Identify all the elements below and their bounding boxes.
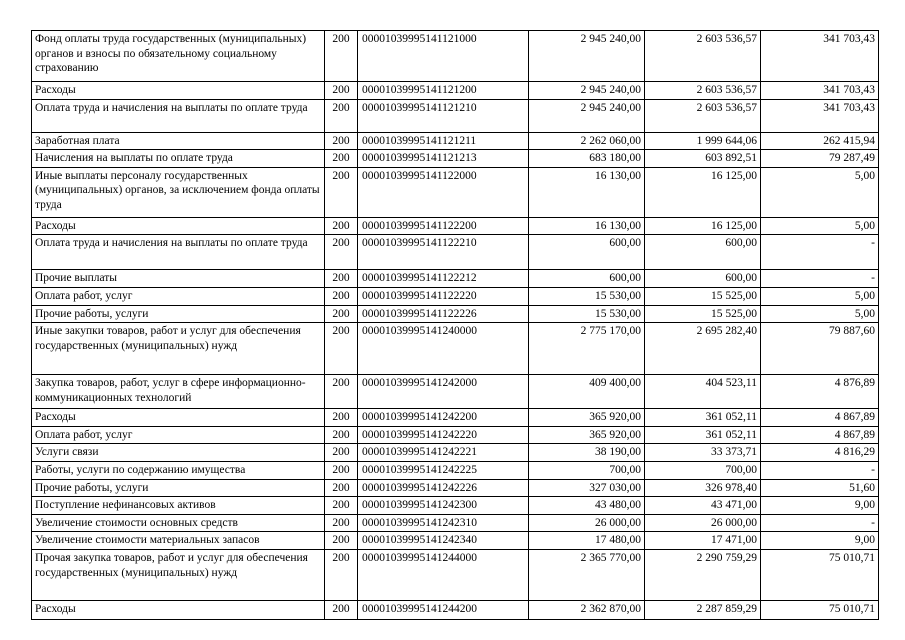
row-approved-cell: 683 180,00 <box>529 150 645 168</box>
row-kbk-cell: 00001039995141121213 <box>358 150 529 168</box>
row-executed-cell: 326 978,40 <box>645 479 761 497</box>
row-remaining-cell: 79 287,49 <box>761 150 879 168</box>
row-kbk-cell: 00001039995141242310 <box>358 514 529 532</box>
table-row <box>32 305 879 323</box>
row-approved-cell: 15 530,00 <box>529 287 645 305</box>
table-row <box>32 409 879 427</box>
row-executed-cell: 26 000,00 <box>645 514 761 532</box>
row-kbk-cell: 00001039995141244000 <box>358 549 529 600</box>
row-kbk-cell: 00001039995141242340 <box>358 532 529 550</box>
table-row <box>32 217 879 235</box>
row-kbk-cell: 00001039995141242225 <box>358 461 529 479</box>
row-code-cell: 200 <box>325 549 358 600</box>
row-approved-cell: 17 480,00 <box>529 532 645 550</box>
table-row <box>32 31 879 82</box>
row-remaining-cell: 51,60 <box>761 479 879 497</box>
row-name-cell: Закупка товаров, работ, услуг в сфере информационно-коммуникационных технологий <box>32 375 325 409</box>
row-name-cell: Прочие работы, услуги <box>32 305 325 323</box>
row-approved-cell: 2 262 060,00 <box>529 132 645 150</box>
row-remaining-cell: - <box>761 235 879 270</box>
row-remaining-cell: 5,00 <box>761 305 879 323</box>
row-remaining-cell: 5,00 <box>761 287 879 305</box>
table-row <box>32 600 879 619</box>
row-executed-cell: 2 603 536,57 <box>645 99 761 132</box>
table-row <box>32 532 879 550</box>
table-row <box>32 235 879 270</box>
row-executed-cell: 15 525,00 <box>645 287 761 305</box>
row-remaining-cell: 262 415,94 <box>761 132 879 150</box>
row-executed-cell: 603 892,51 <box>645 150 761 168</box>
row-name-cell: Иные выплаты персоналу государственных (муниципальных) органов, за исключением фонда оплаты труда <box>32 167 325 217</box>
row-name-cell: Расходы <box>32 217 325 235</box>
row-remaining-cell: 9,00 <box>761 497 879 515</box>
row-code-cell: 200 <box>325 31 358 82</box>
row-executed-cell: 1 999 644,06 <box>645 132 761 150</box>
row-approved-cell: 2 362 870,00 <box>529 600 645 619</box>
row-approved-cell: 600,00 <box>529 270 645 288</box>
row-code-cell: 200 <box>325 132 358 150</box>
row-executed-cell: 2 287 859,29 <box>645 600 761 619</box>
row-remaining-cell: 5,00 <box>761 217 879 235</box>
row-kbk-cell: 00001039995141121000 <box>358 31 529 82</box>
row-approved-cell: 365 920,00 <box>529 426 645 444</box>
table-row <box>32 479 879 497</box>
table-row <box>32 82 879 100</box>
row-name-cell: Увеличение стоимости материальных запасов <box>32 532 325 550</box>
row-remaining-cell: 5,00 <box>761 167 879 217</box>
row-approved-cell: 600,00 <box>529 235 645 270</box>
row-code-cell: 200 <box>325 479 358 497</box>
row-kbk-cell: 00001039995141242200 <box>358 409 529 427</box>
table-row <box>32 323 879 375</box>
row-kbk-cell: 00001039995141242000 <box>358 375 529 409</box>
row-code-cell: 200 <box>325 409 358 427</box>
table-row <box>32 514 879 532</box>
row-kbk-cell: 00001039995141122220 <box>358 287 529 305</box>
row-kbk-cell: 00001039995141122000 <box>358 167 529 217</box>
row-code-cell: 200 <box>325 497 358 515</box>
table-row <box>32 287 879 305</box>
row-code-cell: 200 <box>325 305 358 323</box>
row-approved-cell: 327 030,00 <box>529 479 645 497</box>
row-remaining-cell: 341 703,43 <box>761 31 879 82</box>
table-row <box>32 444 879 462</box>
row-code-cell: 200 <box>325 461 358 479</box>
table-row <box>32 497 879 515</box>
row-remaining-cell: 4 867,89 <box>761 426 879 444</box>
row-executed-cell: 2 603 536,57 <box>645 31 761 82</box>
row-approved-cell: 2 775 170,00 <box>529 323 645 375</box>
table-body <box>32 31 879 620</box>
row-remaining-cell: 79 887,60 <box>761 323 879 375</box>
table-row <box>32 549 879 600</box>
table-row <box>32 461 879 479</box>
row-kbk-cell: 00001039995141242220 <box>358 426 529 444</box>
row-kbk-cell: 00001039995141121211 <box>358 132 529 150</box>
row-name-cell: Оплата работ, услуг <box>32 426 325 444</box>
row-approved-cell: 409 400,00 <box>529 375 645 409</box>
row-name-cell: Фонд оплаты труда государственных (муниципальных) органов и взносы по обязательному социальному страхованию <box>32 31 325 82</box>
row-executed-cell: 361 052,11 <box>645 426 761 444</box>
row-executed-cell: 15 525,00 <box>645 305 761 323</box>
row-executed-cell: 600,00 <box>645 270 761 288</box>
row-executed-cell: 17 471,00 <box>645 532 761 550</box>
row-remaining-cell: 4 816,29 <box>761 444 879 462</box>
row-approved-cell: 16 130,00 <box>529 167 645 217</box>
row-code-cell: 200 <box>325 82 358 100</box>
row-code-cell: 200 <box>325 99 358 132</box>
row-name-cell: Оплата работ, услуг <box>32 287 325 305</box>
row-name-cell: Иные закупки товаров, работ и услуг для обеспечения государственных (муниципальных) нужд <box>32 323 325 375</box>
row-kbk-cell: 00001039995141240000 <box>358 323 529 375</box>
row-executed-cell: 600,00 <box>645 235 761 270</box>
row-approved-cell: 38 190,00 <box>529 444 645 462</box>
row-executed-cell: 404 523,11 <box>645 375 761 409</box>
table-row <box>32 132 879 150</box>
row-remaining-cell: 341 703,43 <box>761 99 879 132</box>
row-executed-cell: 2 695 282,40 <box>645 323 761 375</box>
row-executed-cell: 43 471,00 <box>645 497 761 515</box>
row-kbk-cell: 00001039995141122212 <box>358 270 529 288</box>
budget-execution-table <box>31 30 879 620</box>
row-remaining-cell: - <box>761 270 879 288</box>
row-executed-cell: 361 052,11 <box>645 409 761 427</box>
row-kbk-cell: 00001039995141242226 <box>358 479 529 497</box>
row-executed-cell: 33 373,71 <box>645 444 761 462</box>
row-code-cell: 200 <box>325 323 358 375</box>
row-name-cell: Увеличение стоимости основных средств <box>32 514 325 532</box>
row-approved-cell: 365 920,00 <box>529 409 645 427</box>
row-executed-cell: 16 125,00 <box>645 217 761 235</box>
row-remaining-cell: - <box>761 514 879 532</box>
row-kbk-cell: 00001039995141122210 <box>358 235 529 270</box>
row-code-cell: 200 <box>325 270 358 288</box>
row-code-cell: 200 <box>325 375 358 409</box>
row-remaining-cell: 4 867,89 <box>761 409 879 427</box>
row-code-cell: 200 <box>325 167 358 217</box>
row-approved-cell: 2 945 240,00 <box>529 99 645 132</box>
row-kbk-cell: 00001039995141242300 <box>358 497 529 515</box>
row-name-cell: Расходы <box>32 600 325 619</box>
row-code-cell: 200 <box>325 600 358 619</box>
row-name-cell: Прочие выплаты <box>32 270 325 288</box>
row-name-cell: Работы, услуги по содержанию имущества <box>32 461 325 479</box>
row-remaining-cell: 75 010,71 <box>761 549 879 600</box>
row-code-cell: 200 <box>325 514 358 532</box>
row-code-cell: 200 <box>325 532 358 550</box>
row-name-cell: Оплата труда и начисления на выплаты по оплате труда <box>32 99 325 132</box>
row-approved-cell: 2 945 240,00 <box>529 82 645 100</box>
row-name-cell: Расходы <box>32 409 325 427</box>
row-code-cell: 200 <box>325 217 358 235</box>
row-approved-cell: 43 480,00 <box>529 497 645 515</box>
row-name-cell: Услуги связи <box>32 444 325 462</box>
budget-table-container <box>31 30 879 620</box>
row-executed-cell: 700,00 <box>645 461 761 479</box>
row-kbk-cell: 00001039995141244200 <box>358 600 529 619</box>
row-name-cell: Заработная плата <box>32 132 325 150</box>
row-code-cell: 200 <box>325 287 358 305</box>
row-approved-cell: 15 530,00 <box>529 305 645 323</box>
row-name-cell: Оплата труда и начисления на выплаты по оплате труда <box>32 235 325 270</box>
row-approved-cell: 700,00 <box>529 461 645 479</box>
table-row <box>32 426 879 444</box>
row-executed-cell: 16 125,00 <box>645 167 761 217</box>
table-row <box>32 375 879 409</box>
row-executed-cell: 2 290 759,29 <box>645 549 761 600</box>
row-remaining-cell: 341 703,43 <box>761 82 879 100</box>
row-name-cell: Расходы <box>32 82 325 100</box>
row-kbk-cell: 00001039995141122226 <box>358 305 529 323</box>
row-code-cell: 200 <box>325 444 358 462</box>
row-name-cell: Начисления на выплаты по оплате труда <box>32 150 325 168</box>
table-row <box>32 99 879 132</box>
row-name-cell: Поступление нефинансовых активов <box>32 497 325 515</box>
row-remaining-cell: - <box>761 461 879 479</box>
table-row <box>32 167 879 217</box>
row-executed-cell: 2 603 536,57 <box>645 82 761 100</box>
row-approved-cell: 16 130,00 <box>529 217 645 235</box>
row-code-cell: 200 <box>325 426 358 444</box>
row-kbk-cell: 00001039995141242221 <box>358 444 529 462</box>
table-row <box>32 270 879 288</box>
row-remaining-cell: 4 876,89 <box>761 375 879 409</box>
table-row <box>32 150 879 168</box>
row-code-cell: 200 <box>325 150 358 168</box>
row-kbk-cell: 00001039995141121210 <box>358 99 529 132</box>
row-code-cell: 200 <box>325 235 358 270</box>
row-remaining-cell: 9,00 <box>761 532 879 550</box>
row-name-cell: Прочая закупка товаров, работ и услуг для обеспечения государственных (муниципальных) нужд <box>32 549 325 600</box>
row-kbk-cell: 00001039995141121200 <box>358 82 529 100</box>
row-name-cell: Прочие работы, услуги <box>32 479 325 497</box>
row-remaining-cell: 75 010,71 <box>761 600 879 619</box>
row-approved-cell: 2 945 240,00 <box>529 31 645 82</box>
row-approved-cell: 26 000,00 <box>529 514 645 532</box>
row-approved-cell: 2 365 770,00 <box>529 549 645 600</box>
row-kbk-cell: 00001039995141122200 <box>358 217 529 235</box>
